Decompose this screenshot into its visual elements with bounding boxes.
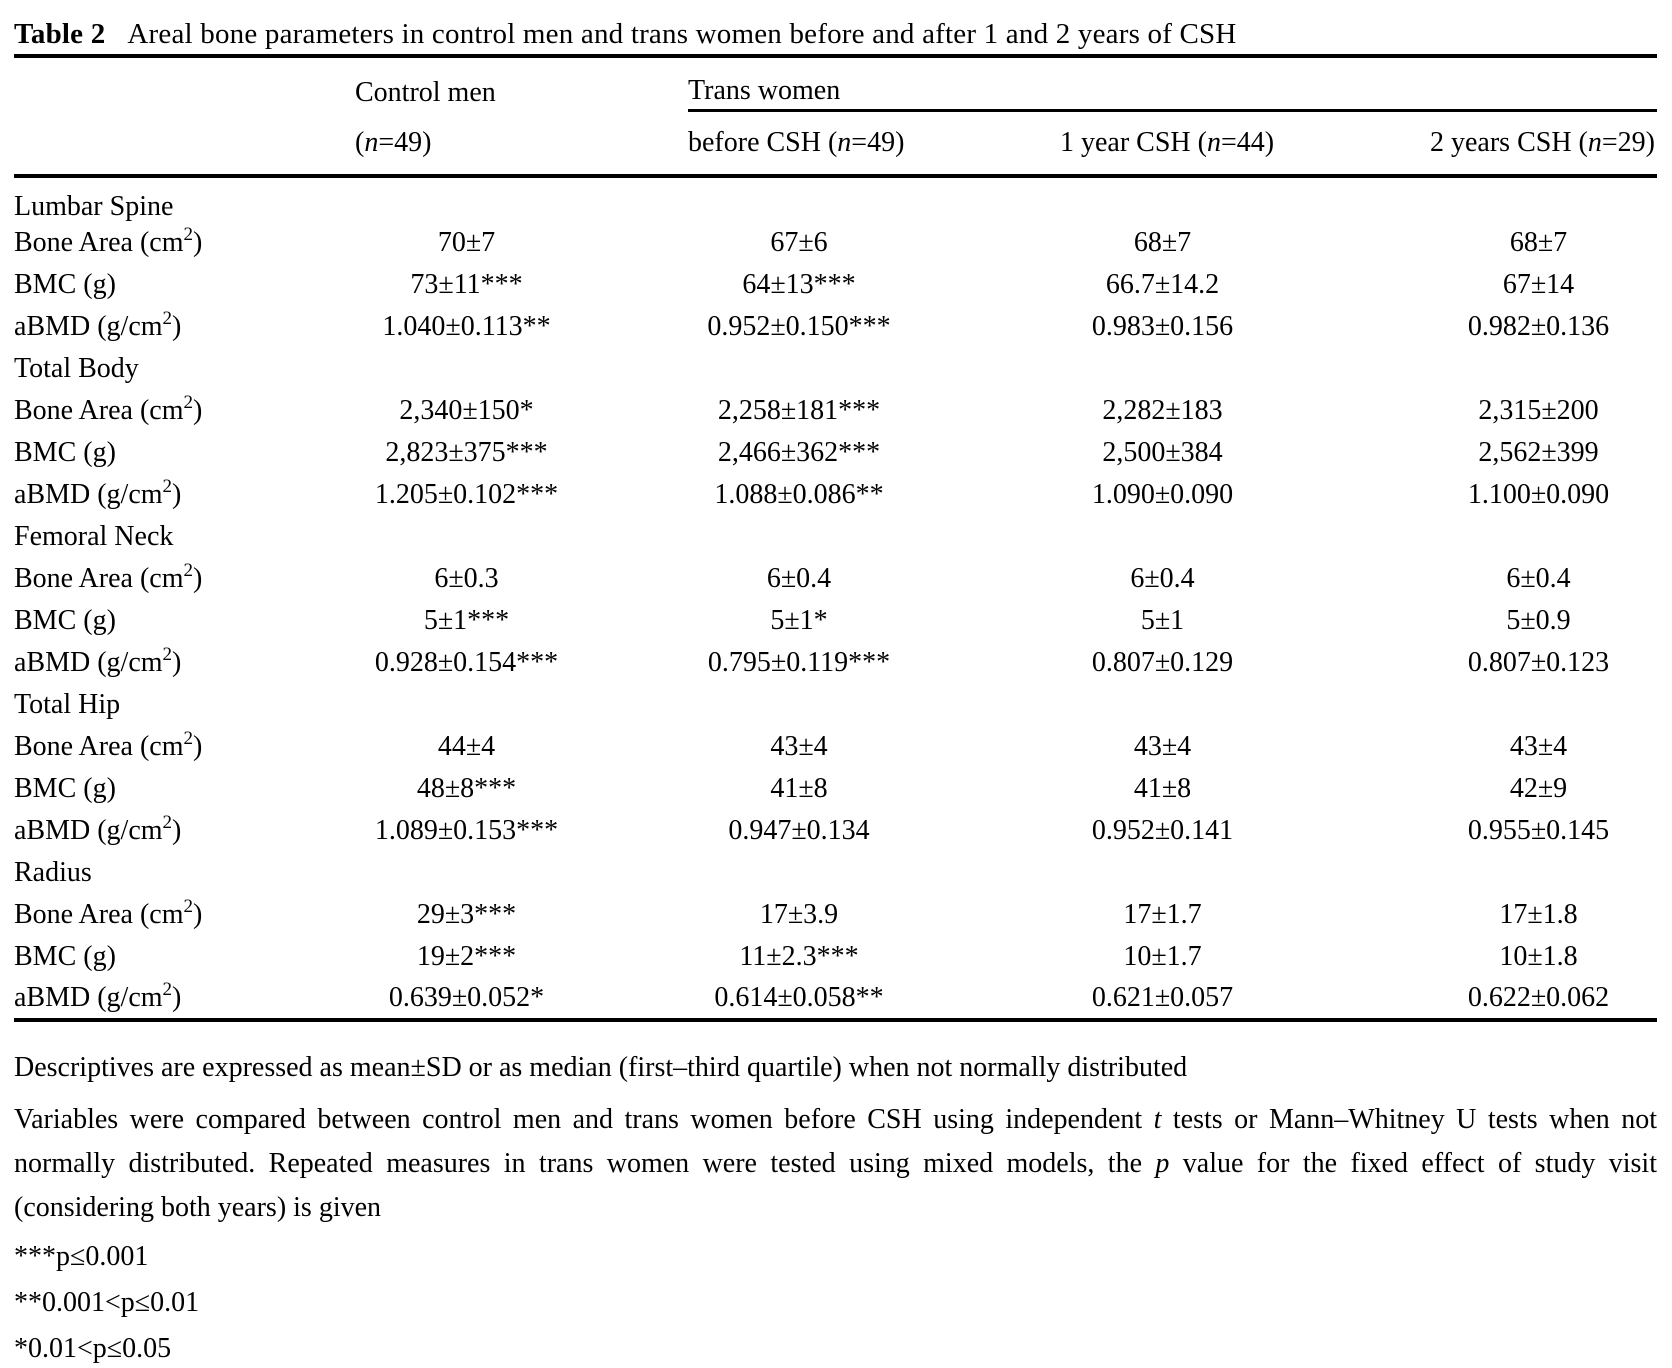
value-cell: 5±1 <box>1140 605 1185 636</box>
row-label-text: aBMD (g/cm <box>14 311 163 342</box>
value-cell: 17±1.7 <box>1123 899 1202 930</box>
subheader-text: 2 years CSH ( <box>1430 127 1588 158</box>
value-cell: 1.100±0.090 <box>1467 479 1610 510</box>
footnotes <box>14 1048 1657 1368</box>
row-label-superscript: 2 <box>183 391 193 413</box>
value-cell: 66.7±14.2 <box>1105 269 1220 300</box>
value-cell: 0.795±0.119*** <box>707 647 891 678</box>
row-label-superscript: 2 <box>162 811 173 833</box>
value-cell: 0.947±0.134 <box>728 815 870 846</box>
value-cell: 43±4 <box>770 731 828 762</box>
table-number-label: Table 2 <box>14 18 106 50</box>
row-label <box>14 432 355 474</box>
value-cell: 0.807±0.123 <box>1467 647 1610 678</box>
row-label-text: ) <box>193 227 203 258</box>
row-label-text: ) <box>193 563 203 594</box>
section-header-row <box>14 684 1657 726</box>
row-label <box>14 642 355 684</box>
section-label: Total Body <box>14 353 139 384</box>
table-row <box>14 726 1657 768</box>
table-row <box>14 768 1657 810</box>
table-row <box>14 978 1657 1020</box>
row-label-text: ) <box>172 647 182 678</box>
subheader-control-n <box>355 111 688 177</box>
subheader-text: =29) <box>1601 127 1655 158</box>
bone-parameters-table <box>14 54 1657 1022</box>
table-row <box>14 264 1657 306</box>
row-label <box>14 768 355 810</box>
row-label-text: Bone Area (cm <box>14 227 184 258</box>
value-cell: 5±1*** <box>423 605 510 636</box>
table-row <box>14 894 1657 936</box>
section-label: Femoral Neck <box>14 521 174 552</box>
row-label-text: ) <box>193 731 203 762</box>
row-label-text: ) <box>172 479 182 510</box>
row-label-text: BMC (g) <box>14 269 116 300</box>
table-row <box>14 936 1657 978</box>
section-label: Lumbar Spine <box>14 191 174 222</box>
footnote-methods-t-italic: t <box>1153 1104 1162 1135</box>
trans-women-header: Trans women <box>688 56 1657 111</box>
value-cell: 43±4 <box>1133 731 1192 762</box>
row-label-text: ) <box>193 899 203 930</box>
row-label-text: BMC (g) <box>14 773 116 804</box>
subheader-text: =49) <box>378 127 432 158</box>
table-row <box>14 558 1657 600</box>
value-cell: 42±9 <box>1509 773 1568 804</box>
value-cell: 1.089±0.153*** <box>374 815 559 846</box>
subheader-n-italic: n <box>837 127 852 158</box>
row-label <box>14 726 355 768</box>
value-cell: 41±8 <box>770 773 828 804</box>
row-label <box>14 222 355 264</box>
empty-header-cell <box>14 56 355 111</box>
value-cell: 2,562±399 <box>1478 437 1599 468</box>
subheader-row <box>14 111 1657 177</box>
row-label <box>14 600 355 642</box>
control-men-header: Control men <box>355 76 496 108</box>
row-label-text: aBMD (g/cm <box>14 815 163 846</box>
value-cell: 2,823±375*** <box>385 437 548 468</box>
row-label-text: ) <box>172 982 182 1013</box>
table-title-text: Areal bone parameters in control men and trans women before and after 1 and 2 years of CSH <box>127 18 1237 50</box>
table-body <box>14 176 1657 1020</box>
row-label <box>14 558 355 600</box>
value-cell: 0.622±0.062 <box>1467 982 1610 1013</box>
row-label-text: Bone Area (cm <box>14 899 184 930</box>
value-cell: 2,315±200 <box>1478 395 1599 426</box>
table-row <box>14 432 1657 474</box>
value-cell: 17±1.8 <box>1499 899 1578 930</box>
value-cell: 6±0.4 <box>1506 563 1571 594</box>
section-header-row <box>14 516 1657 558</box>
row-label-text: Bone Area (cm <box>14 731 184 762</box>
value-cell: 68±7 <box>1509 227 1568 258</box>
value-cell: 73±11*** <box>410 269 523 300</box>
value-cell: 6±0.4 <box>766 563 832 594</box>
row-label-text: Bone Area (cm <box>14 395 184 426</box>
subheader-n-italic: n <box>364 127 379 158</box>
value-cell: 41±8 <box>1133 773 1192 804</box>
value-cell: 48±8*** <box>416 773 517 804</box>
row-label <box>14 936 355 978</box>
table-row <box>14 642 1657 684</box>
value-cell: 44±4 <box>437 731 496 762</box>
table-row <box>14 810 1657 852</box>
subheader-text: before CSH ( <box>688 127 838 158</box>
value-cell: 0.952±0.150*** <box>707 311 891 342</box>
row-label-superscript: 2 <box>162 643 173 665</box>
row-label-superscript: 2 <box>183 727 193 749</box>
row-label-text: ) <box>172 815 182 846</box>
footnote-descriptives: Descriptives are expressed as mean±SD or as median (first–third quartile) when not normally distributed <box>14 1052 1188 1083</box>
subheader-n-italic: n <box>1206 127 1221 158</box>
subheader-before-csh <box>688 111 1060 177</box>
value-cell: 1.090±0.090 <box>1091 479 1234 510</box>
row-label-superscript: 2 <box>162 978 173 1000</box>
value-cell: 2,340±150* <box>399 395 534 426</box>
value-cell: 10±1.7 <box>1123 941 1202 972</box>
value-cell: 6±0.3 <box>434 563 499 594</box>
value-cell: 10±1.8 <box>1499 941 1578 972</box>
footnote-sig-2stars: **0.001<p≤0.01 <box>14 1287 200 1318</box>
group-header-row <box>14 56 1657 111</box>
value-cell: 0.955±0.145 <box>1467 815 1610 846</box>
subheader-text: ( <box>355 127 365 158</box>
row-label-text: BMC (g) <box>14 941 116 972</box>
value-cell: 0.982±0.136 <box>1467 311 1610 342</box>
row-label <box>14 894 355 936</box>
row-label-superscript: 2 <box>183 895 193 917</box>
table-header <box>14 56 1657 176</box>
value-cell: 0.983±0.156 <box>1091 311 1234 342</box>
subheader-text: =44) <box>1220 127 1275 158</box>
subheader-1-year-csh <box>1060 111 1430 177</box>
row-label-text: BMC (g) <box>14 437 116 468</box>
value-cell: 17±3.9 <box>759 899 839 930</box>
value-cell: 0.928±0.154*** <box>374 647 559 678</box>
row-label-text: aBMD (g/cm <box>14 647 163 678</box>
value-cell: 2,282±183 <box>1102 395 1223 426</box>
subheader-text: 1 year CSH ( <box>1060 127 1207 158</box>
value-cell: 0.621±0.057 <box>1091 982 1234 1013</box>
table-row <box>14 390 1657 432</box>
row-label-text: ) <box>193 395 203 426</box>
value-cell: 0.807±0.129 <box>1091 647 1234 678</box>
row-label-superscript: 2 <box>162 475 173 497</box>
empty-subheader-cell <box>14 111 355 177</box>
footnote-methods-text: value for the fixed effect of study visit (considering both years) is given <box>14 1148 1657 1223</box>
row-label <box>14 306 355 348</box>
row-label <box>14 474 355 516</box>
section-header-row <box>14 852 1657 894</box>
value-cell: 0.639±0.052* <box>388 982 545 1013</box>
footnote-methods-p-italic: p <box>1155 1148 1170 1179</box>
value-cell: 6±0.4 <box>1130 563 1195 594</box>
value-cell: 70±7 <box>437 227 496 258</box>
row-label-text: BMC (g) <box>14 605 116 636</box>
row-label-text: Bone Area (cm <box>14 563 184 594</box>
value-cell: 67±14 <box>1502 269 1575 300</box>
row-label <box>14 810 355 852</box>
value-cell: 0.614±0.058** <box>714 982 884 1013</box>
value-cell: 1.040±0.113** <box>382 311 551 342</box>
table-row <box>14 306 1657 348</box>
section-label: Radius <box>14 857 92 888</box>
value-cell: 0.952±0.141 <box>1091 815 1234 846</box>
footnote-sig-3stars: ***p≤0.001 <box>14 1241 149 1272</box>
table-title <box>14 14 1657 54</box>
row-label-text: aBMD (g/cm <box>14 982 163 1013</box>
value-cell: 68±7 <box>1133 227 1192 258</box>
subheader-text: =49) <box>851 127 905 158</box>
value-cell: 5±1* <box>770 605 828 636</box>
value-cell: 2,466±362*** <box>717 437 881 468</box>
value-cell: 64±13*** <box>742 269 856 300</box>
section-header-row <box>14 176 1657 222</box>
row-label-superscript: 2 <box>183 559 193 581</box>
footnote-methods <box>14 1098 1657 1230</box>
section-header-row <box>14 348 1657 390</box>
row-label-superscript: 2 <box>162 307 173 329</box>
value-cell: 29±3*** <box>416 899 517 930</box>
row-label <box>14 978 355 1020</box>
row-label-superscript: 2 <box>183 223 193 245</box>
value-cell: 67±6 <box>770 227 828 258</box>
subheader-2-years-csh <box>1430 111 1657 177</box>
table-row <box>14 600 1657 642</box>
row-label-text: aBMD (g/cm <box>14 479 163 510</box>
subheader-n-italic: n <box>1587 127 1602 158</box>
value-cell: 11±2.3*** <box>739 941 859 972</box>
table-row <box>14 222 1657 264</box>
row-label <box>14 264 355 306</box>
footnote-sig-1star: *0.01<p≤0.05 <box>14 1333 172 1364</box>
section-label: Total Hip <box>14 689 121 720</box>
value-cell: 1.205±0.102*** <box>374 479 559 510</box>
footnote-methods-text: Variables were compared between control men and trans women before CSH using independent <box>14 1104 1154 1135</box>
value-cell: 2,500±384 <box>1102 437 1223 468</box>
value-cell: 43±4 <box>1509 731 1568 762</box>
table-row <box>14 474 1657 516</box>
footnote-methods-text: tests or Mann–Whitney U tests when not normally distributed. Repeated measures in trans women were tested using mixed models, the <box>14 1104 1657 1179</box>
value-cell: 1.088±0.086** <box>714 479 884 510</box>
row-label <box>14 390 355 432</box>
value-cell: 19±2*** <box>416 941 517 972</box>
row-label-text: ) <box>172 311 182 342</box>
value-cell: 5±0.9 <box>1506 605 1571 636</box>
value-cell: 2,258±181*** <box>717 395 881 426</box>
